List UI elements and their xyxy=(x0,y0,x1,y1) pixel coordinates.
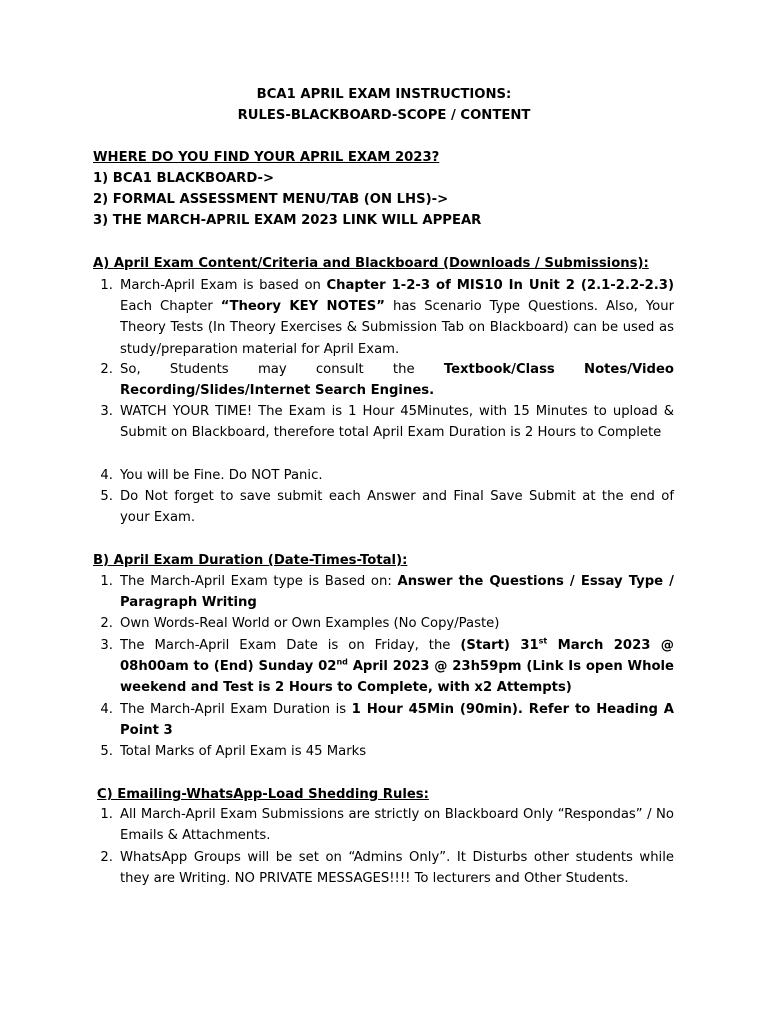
document-title: BCA1 APRIL EXAM INSTRUCTIONS: xyxy=(256,87,512,102)
section-c-item-1: All March-April Exam Submissions are strictly on Blackboard Only “Respondas” / No Emails & Attachments. xyxy=(120,807,674,844)
list-number: 4. xyxy=(100,468,113,483)
section-a-item-5: Do Not forget to save submit each Answer and Final Save Submit at the end of your Exam. xyxy=(120,489,674,526)
section-a-item-3: WATCH YOUR TIME! The Exam is 1 Hour 45Minutes, with 15 Minutes to upload & Submit on Blackboard, therefore total April Exam Duration is 2 Hours to Complete xyxy=(120,404,674,441)
section-b-item-4: The March-April Exam Duration is 1 Hour 45Min (90min). Refer to Heading A Point 3 xyxy=(120,702,674,739)
list-number: 2. xyxy=(100,362,113,377)
section-c-item-2: WhatsApp Groups will be set on “Admins Only”. It Disturbs other students while they are Writing. NO PRIVATE MESSAGES!!!! To lecturers and Other Students. xyxy=(120,850,674,887)
list-number: 3. xyxy=(100,638,113,653)
section-b-item-5: Total Marks of April Exam is 45 Marks xyxy=(120,744,367,759)
section-b-heading: B) April Exam Duration (Date-Times-Total): xyxy=(93,553,408,568)
list-number: 5. xyxy=(100,744,113,759)
section-b-item-2: Own Words-Real World or Own Examples (No Copy/Paste) xyxy=(120,616,500,631)
where-step-2: 2) FORMAL ASSESSMENT MENU/TAB (ON LHS)-> xyxy=(93,192,449,207)
where-step-1: 1) BCA1 BLACKBOARD-> xyxy=(93,171,275,186)
list-number: 1. xyxy=(100,278,113,293)
section-a-item-2: So, Students may consult the Textbook/Class Notes/Video Recording/Slides/Internet Search Engines. xyxy=(120,359,674,401)
item-line: So, Students may consult the Textbook/Class Notes/Video xyxy=(120,362,674,377)
document-subtitle: RULES-BLACKBOARD-SCOPE / CONTENT xyxy=(237,108,531,123)
section-b-item-1: The March-April Exam type is Based on: Answer the Questions / Essay Type / Paragraph Writing xyxy=(120,574,674,611)
section-a-item-4: You will be Fine. Do NOT Panic. xyxy=(120,468,323,483)
section-a-item-1: March-April Exam is based on Chapter 1-2-3 of MIS10 In Unit 2 (2.1-2.2-2.3) Each Chapter “Theory KEY NOTES” has Scenario Type Questions. Also, Your Theory Tests (In Theory Exercises & Submission Tab on Blackboard) can be used as study/preparation material for April Exam. xyxy=(120,278,674,357)
section-a-heading: A) April Exam Content/Criteria and Blackboard (Downloads / Submissions): xyxy=(93,256,649,271)
section-c-heading: C) Emailing-WhatsApp-Load Shedding Rules: xyxy=(97,787,429,802)
list-number: 2. xyxy=(100,850,113,865)
list-number: 5. xyxy=(100,489,113,504)
where-heading: WHERE DO YOU FIND YOUR APRIL EXAM 2023? xyxy=(93,150,440,165)
list-number: 1. xyxy=(100,574,113,589)
list-number: 3. xyxy=(100,404,113,419)
list-number: 4. xyxy=(100,702,113,717)
list-number: 1. xyxy=(100,807,113,822)
where-step-3: 3) THE MARCH-APRIL EXAM 2023 LINK WILL APPEAR xyxy=(93,213,482,228)
list-number: 2. xyxy=(100,616,113,631)
section-b-item-3: The March-April Exam Date is on Friday, the (Start) 31st March 2023 @ 08h00am to (End) Sunday 02nd April 2023 @ 23h59pm (Link Is open Whole weekend and Test is 2 Hours to Complete, with x2 Attempts) xyxy=(120,636,674,696)
